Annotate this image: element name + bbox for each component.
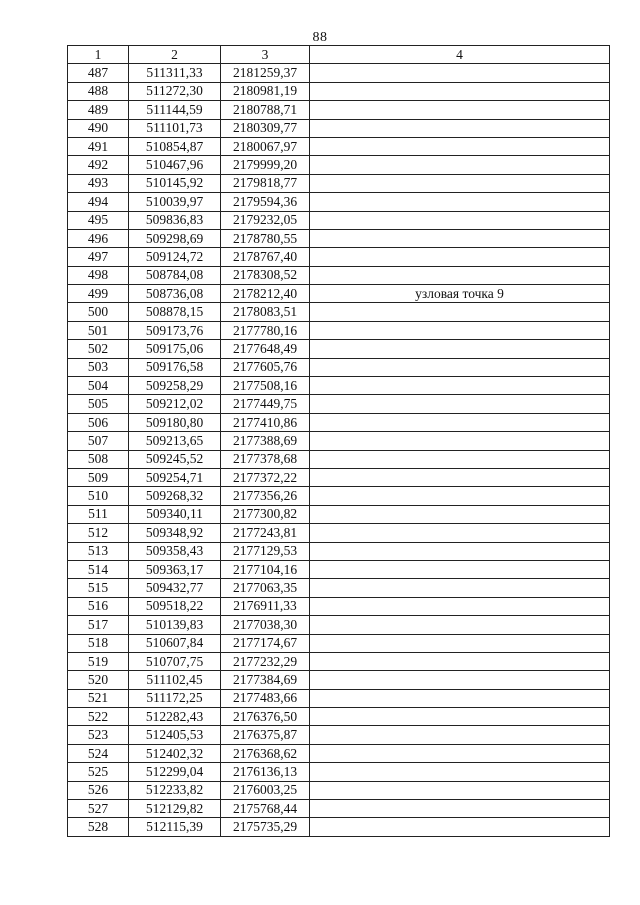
cell-y-coordinate: 2177356,26 — [221, 487, 310, 505]
cell-y-coordinate: 2177780,16 — [221, 321, 310, 339]
cell-note — [310, 395, 610, 413]
cell-note — [310, 119, 610, 137]
cell-x-coordinate: 511101,73 — [129, 119, 221, 137]
cell-note — [310, 450, 610, 468]
cell-note — [310, 64, 610, 82]
cell-x-coordinate: 511102,45 — [129, 671, 221, 689]
cell-note — [310, 818, 610, 836]
table-row — [68, 560, 610, 578]
cell-note — [310, 652, 610, 670]
cell-y-coordinate: 2177648,49 — [221, 340, 310, 358]
cell-y-coordinate: 2178767,40 — [221, 248, 310, 266]
cell-point-number: 511 — [68, 505, 129, 523]
cell-y-coordinate: 2177388,69 — [221, 432, 310, 450]
cell-y-coordinate: 2177483,66 — [221, 689, 310, 707]
cell-y-coordinate: 2177243,81 — [221, 524, 310, 542]
table-row — [68, 652, 610, 670]
cell-y-coordinate: 2176003,25 — [221, 781, 310, 799]
cell-point-number: 500 — [68, 303, 129, 321]
cell-y-coordinate: 2179594,36 — [221, 193, 310, 211]
table-row — [68, 321, 610, 339]
cell-y-coordinate: 2177063,35 — [221, 579, 310, 597]
cell-x-coordinate: 510039,97 — [129, 193, 221, 211]
table-header-row — [68, 46, 610, 64]
table-row — [68, 101, 610, 119]
cell-x-coordinate: 511144,59 — [129, 101, 221, 119]
cell-note — [310, 229, 610, 247]
cell-note — [310, 579, 610, 597]
cell-y-coordinate: 2176376,50 — [221, 708, 310, 726]
cell-point-number: 493 — [68, 174, 129, 192]
column-header-x: 2 — [129, 46, 221, 64]
cell-x-coordinate: 509340,11 — [129, 505, 221, 523]
cell-point-number: 508 — [68, 450, 129, 468]
cell-y-coordinate: 2181259,37 — [221, 64, 310, 82]
cell-point-number: 517 — [68, 616, 129, 634]
column-header-y: 3 — [221, 46, 310, 64]
cell-note — [310, 634, 610, 652]
table-body — [68, 64, 610, 836]
cell-x-coordinate: 510707,75 — [129, 652, 221, 670]
table-row — [68, 763, 610, 781]
cell-x-coordinate: 509258,29 — [129, 377, 221, 395]
cell-x-coordinate: 509836,83 — [129, 211, 221, 229]
page-number: 88 — [312, 30, 328, 45]
cell-note — [310, 321, 610, 339]
cell-x-coordinate: 509175,06 — [129, 340, 221, 358]
table-row — [68, 82, 610, 100]
cell-note — [310, 156, 610, 174]
table-row — [68, 505, 610, 523]
table-row — [68, 616, 610, 634]
cell-note — [310, 432, 610, 450]
cell-y-coordinate: 2176136,13 — [221, 763, 310, 781]
cell-point-number: 514 — [68, 560, 129, 578]
cell-note — [310, 487, 610, 505]
table-row — [68, 524, 610, 542]
cell-x-coordinate: 510607,84 — [129, 634, 221, 652]
cell-point-number: 498 — [68, 266, 129, 284]
cell-x-coordinate: 511172,25 — [129, 689, 221, 707]
cell-y-coordinate: 2180309,77 — [221, 119, 310, 137]
table-row — [68, 413, 610, 431]
cell-y-coordinate: 2180981,19 — [221, 82, 310, 100]
cell-point-number: 509 — [68, 468, 129, 486]
cell-point-number: 503 — [68, 358, 129, 376]
cell-x-coordinate: 512233,82 — [129, 781, 221, 799]
cell-note — [310, 708, 610, 726]
table-row — [68, 340, 610, 358]
cell-point-number: 519 — [68, 652, 129, 670]
cell-point-number: 523 — [68, 726, 129, 744]
cell-y-coordinate: 2175735,29 — [221, 818, 310, 836]
cell-note: узловая точка 9 — [310, 285, 610, 303]
table-row — [68, 229, 610, 247]
cell-x-coordinate: 509298,69 — [129, 229, 221, 247]
table-row — [68, 689, 610, 707]
cell-point-number: 488 — [68, 82, 129, 100]
cell-note — [310, 137, 610, 155]
cell-x-coordinate: 510139,83 — [129, 616, 221, 634]
cell-x-coordinate: 512405,53 — [129, 726, 221, 744]
cell-point-number: 518 — [68, 634, 129, 652]
cell-point-number: 495 — [68, 211, 129, 229]
cell-point-number: 492 — [68, 156, 129, 174]
cell-y-coordinate: 2175768,44 — [221, 800, 310, 818]
cell-x-coordinate: 509212,02 — [129, 395, 221, 413]
cell-y-coordinate: 2177300,82 — [221, 505, 310, 523]
cell-x-coordinate: 511311,33 — [129, 64, 221, 82]
cell-note — [310, 689, 610, 707]
table-row — [68, 708, 610, 726]
cell-x-coordinate: 509358,43 — [129, 542, 221, 560]
cell-x-coordinate: 509173,76 — [129, 321, 221, 339]
cell-point-number: 520 — [68, 671, 129, 689]
cell-y-coordinate: 2177378,68 — [221, 450, 310, 468]
column-header-number: 1 — [68, 46, 129, 64]
table-row — [68, 800, 610, 818]
cell-x-coordinate: 509518,22 — [129, 597, 221, 615]
cell-y-coordinate: 2177104,16 — [221, 560, 310, 578]
table-row — [68, 377, 610, 395]
cell-point-number: 487 — [68, 64, 129, 82]
table-row — [68, 450, 610, 468]
cell-point-number: 516 — [68, 597, 129, 615]
table-row — [68, 285, 610, 303]
table-row — [68, 818, 610, 836]
cell-y-coordinate: 2178780,55 — [221, 229, 310, 247]
cell-point-number: 525 — [68, 763, 129, 781]
table-row — [68, 744, 610, 762]
cell-x-coordinate: 509254,71 — [129, 468, 221, 486]
table-row — [68, 634, 610, 652]
cell-note — [310, 193, 610, 211]
cell-y-coordinate: 2179818,77 — [221, 174, 310, 192]
cell-y-coordinate: 2177372,22 — [221, 468, 310, 486]
cell-note — [310, 763, 610, 781]
table-row — [68, 137, 610, 155]
cell-note — [310, 468, 610, 486]
cell-note — [310, 377, 610, 395]
cell-point-number: 522 — [68, 708, 129, 726]
cell-point-number: 512 — [68, 524, 129, 542]
cell-point-number: 504 — [68, 377, 129, 395]
cell-point-number: 521 — [68, 689, 129, 707]
cell-note — [310, 800, 610, 818]
cell-y-coordinate: 2176375,87 — [221, 726, 310, 744]
cell-point-number: 497 — [68, 248, 129, 266]
cell-point-number: 526 — [68, 781, 129, 799]
table-row — [68, 266, 610, 284]
cell-x-coordinate: 509124,72 — [129, 248, 221, 266]
cell-note — [310, 303, 610, 321]
cell-y-coordinate: 2179999,20 — [221, 156, 310, 174]
cell-y-coordinate: 2177038,30 — [221, 616, 310, 634]
cell-point-number: 490 — [68, 119, 129, 137]
cell-point-number: 501 — [68, 321, 129, 339]
cell-y-coordinate: 2177449,75 — [221, 395, 310, 413]
cell-y-coordinate: 2177232,29 — [221, 652, 310, 670]
cell-y-coordinate: 2180788,71 — [221, 101, 310, 119]
cell-x-coordinate: 510145,92 — [129, 174, 221, 192]
cell-x-coordinate: 508736,08 — [129, 285, 221, 303]
cell-point-number: 499 — [68, 285, 129, 303]
cell-note — [310, 744, 610, 762]
table-row — [68, 211, 610, 229]
table-row — [68, 597, 610, 615]
table-row — [68, 193, 610, 211]
table-row — [68, 468, 610, 486]
table-row — [68, 119, 610, 137]
table-row — [68, 671, 610, 689]
cell-note — [310, 524, 610, 542]
cell-y-coordinate: 2177129,53 — [221, 542, 310, 560]
cell-note — [310, 340, 610, 358]
cell-y-coordinate: 2176368,62 — [221, 744, 310, 762]
cell-y-coordinate: 2179232,05 — [221, 211, 310, 229]
cell-note — [310, 542, 610, 560]
table-row — [68, 395, 610, 413]
table-row — [68, 64, 610, 82]
cell-note — [310, 358, 610, 376]
cell-x-coordinate: 509268,32 — [129, 487, 221, 505]
cell-y-coordinate: 2177508,16 — [221, 377, 310, 395]
table-row — [68, 248, 610, 266]
cell-y-coordinate: 2177174,67 — [221, 634, 310, 652]
table-row — [68, 303, 610, 321]
table-row — [68, 781, 610, 799]
table-row — [68, 174, 610, 192]
table-row — [68, 726, 610, 744]
cell-x-coordinate: 508784,08 — [129, 266, 221, 284]
cell-x-coordinate: 512402,32 — [129, 744, 221, 762]
cell-note — [310, 597, 610, 615]
cell-x-coordinate: 512282,43 — [129, 708, 221, 726]
table-row — [68, 542, 610, 560]
cell-note — [310, 174, 610, 192]
cell-x-coordinate: 510467,96 — [129, 156, 221, 174]
cell-y-coordinate: 2177384,69 — [221, 671, 310, 689]
cell-note — [310, 101, 610, 119]
cell-y-coordinate: 2178083,51 — [221, 303, 310, 321]
cell-y-coordinate: 2177410,86 — [221, 413, 310, 431]
table-row — [68, 487, 610, 505]
column-header-note: 4 — [310, 46, 610, 64]
table-row — [68, 432, 610, 450]
table-row — [68, 156, 610, 174]
cell-point-number: 513 — [68, 542, 129, 560]
cell-point-number: 510 — [68, 487, 129, 505]
cell-x-coordinate: 509213,65 — [129, 432, 221, 450]
cell-point-number: 502 — [68, 340, 129, 358]
cell-x-coordinate: 512115,39 — [129, 818, 221, 836]
cell-note — [310, 82, 610, 100]
cell-x-coordinate: 512299,04 — [129, 763, 221, 781]
cell-x-coordinate: 510854,87 — [129, 137, 221, 155]
cell-note — [310, 781, 610, 799]
cell-note — [310, 505, 610, 523]
cell-point-number: 496 — [68, 229, 129, 247]
coordinates-table — [67, 45, 610, 837]
cell-note — [310, 211, 610, 229]
cell-x-coordinate: 511272,30 — [129, 82, 221, 100]
cell-y-coordinate: 2178308,52 — [221, 266, 310, 284]
cell-note — [310, 413, 610, 431]
cell-point-number: 491 — [68, 137, 129, 155]
cell-note — [310, 671, 610, 689]
cell-x-coordinate: 508878,15 — [129, 303, 221, 321]
table-row — [68, 358, 610, 376]
cell-point-number: 507 — [68, 432, 129, 450]
cell-y-coordinate: 2176911,33 — [221, 597, 310, 615]
cell-x-coordinate: 509363,17 — [129, 560, 221, 578]
cell-note — [310, 560, 610, 578]
cell-x-coordinate: 509176,58 — [129, 358, 221, 376]
table-row — [68, 579, 610, 597]
cell-y-coordinate: 2177605,76 — [221, 358, 310, 376]
cell-y-coordinate: 2180067,97 — [221, 137, 310, 155]
cell-x-coordinate: 509180,80 — [129, 413, 221, 431]
cell-x-coordinate: 509348,92 — [129, 524, 221, 542]
cell-x-coordinate: 512129,82 — [129, 800, 221, 818]
cell-point-number: 505 — [68, 395, 129, 413]
cell-point-number: 489 — [68, 101, 129, 119]
cell-y-coordinate: 2178212,40 — [221, 285, 310, 303]
cell-point-number: 494 — [68, 193, 129, 211]
cell-note — [310, 726, 610, 744]
cell-x-coordinate: 509432,77 — [129, 579, 221, 597]
cell-point-number: 506 — [68, 413, 129, 431]
cell-point-number: 528 — [68, 818, 129, 836]
cell-note — [310, 248, 610, 266]
cell-point-number: 527 — [68, 800, 129, 818]
cell-note — [310, 616, 610, 634]
cell-point-number: 524 — [68, 744, 129, 762]
cell-x-coordinate: 509245,52 — [129, 450, 221, 468]
cell-point-number: 515 — [68, 579, 129, 597]
cell-note — [310, 266, 610, 284]
